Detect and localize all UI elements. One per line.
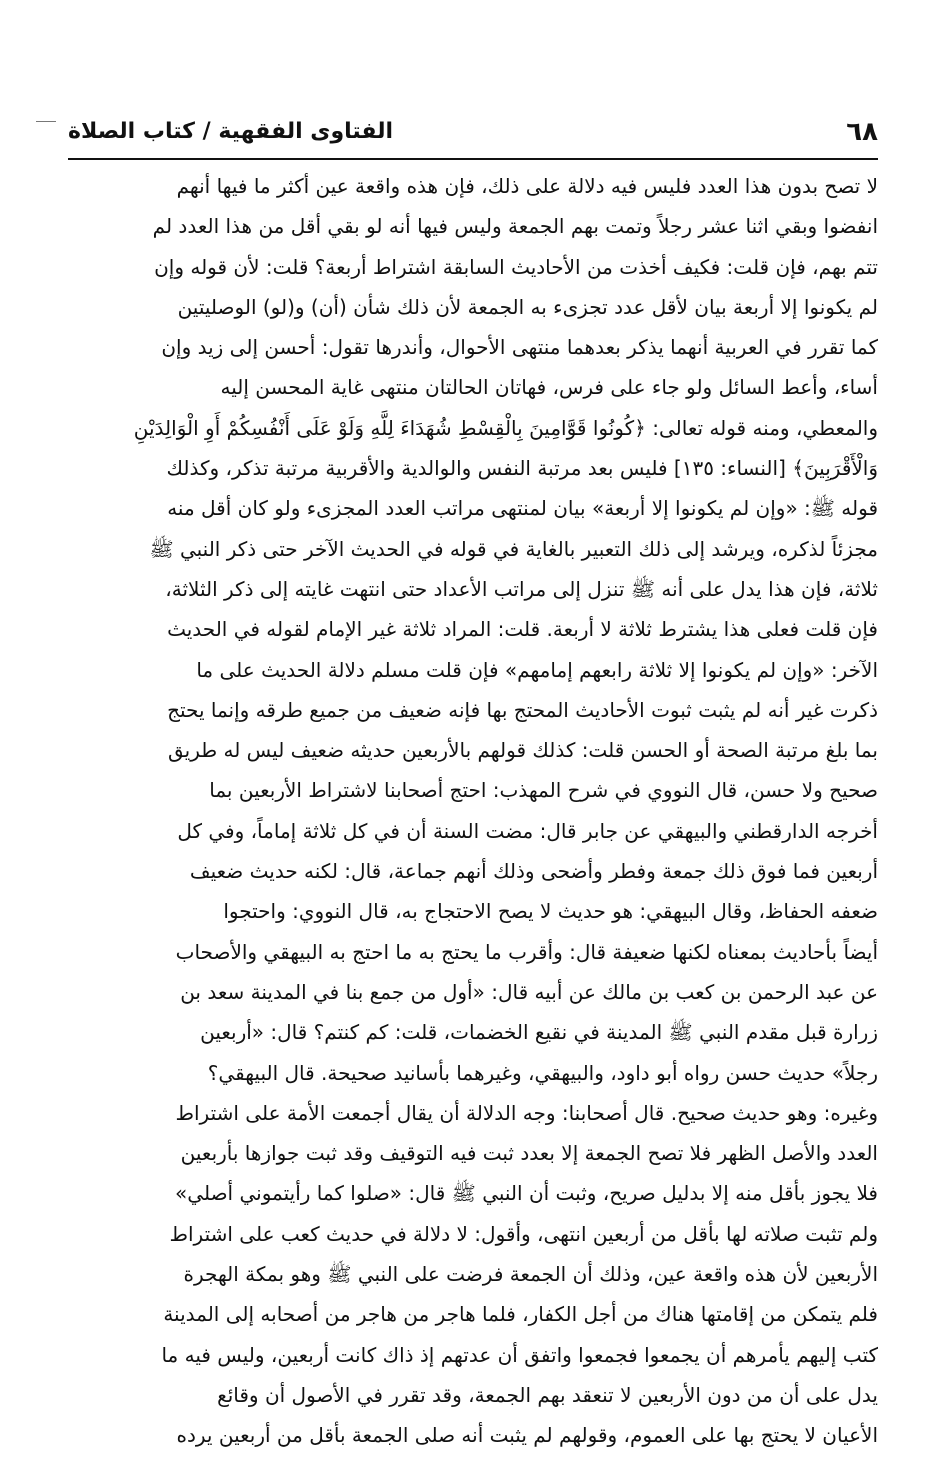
margin-mark [36, 121, 56, 122]
text-line: الأعيان لا يحتج بها على العموم، وقولهم لم يثبت أنه صلى الجمعة بأقل من أربعين يرده [176, 1423, 878, 1448]
text-line: أساء، وأعط السائل ولو جاء على فرس، فهاتان الحالتان منتهى غاية المحسن إليه [220, 375, 878, 400]
text-line: صحيح ولا حسن، قال النووي في شرح المهذب: احتج أصحابنا لاشتراط الأربعين بما [209, 778, 878, 803]
text-line: انفضوا وبقي اثنا عشر رجلاً وتمت بهم الجمعة وليس فيها أنه لو بقي أقل من هذا العدد لم [152, 214, 878, 239]
text-line: أربعين فما فوق ذلك جمعة وفطر وأضحى وذلك أنهم جماعة، قال: لكنه حديث ضعيف [189, 859, 878, 884]
text-line: ذكرت غير أنه لم يثبت ثبوت الأحاديث المحتج بها فإنه ضعيف من جميع طرقه وإنما يحتج [167, 697, 878, 722]
page-header [68, 112, 878, 152]
text-line: بما بلغ مرتبة الصحة أو الحسن قلت: كذلك قولهم بالأربعين حديثه ضعيف ليس له طريق [167, 738, 878, 763]
text-line: وغيره: وهو حديث صحيح. قال أصحابنا: وجه الدلالة أن يقال أجمعت الأمة على اشتراط [175, 1100, 878, 1125]
text-line: عن عبد الرحمن بن كعب بن مالك عن أبيه قال: «أول من جمع بنا في المدينة سعد بن [180, 979, 878, 1004]
text-line: أيضاً بأحاديث بمعناه لكنها ضعيفة قال: وأقرب ما يحتج به ما احتج به البيهقي والأصحاب [175, 939, 878, 964]
text-line: وَالْأَقْرَبِينَ﴾ [النساء: ١٣٥] فليس بعد مرتبة النفس والوالدية والأقربية مرتبة تذكر، وكذلك [166, 456, 878, 481]
page-number: ٦٨ [846, 117, 878, 147]
text-line: لم يكونوا إلا أربعة بيان لأقل عدد تجزىء به الجمعة لأن ذلك شأن (أن) و(لو) الوصليتين [177, 294, 878, 319]
running-title: الفتاوى الفقهية / كتاب الصلاة [68, 119, 394, 144]
text-line: فإن قلت فعلى هذا يشترط ثلاثة لا أربعة. قلت: المراد ثلاثة غير الإمام لقوله في الحديث [167, 617, 878, 642]
text-line: مجزئاً لذكره، ويرشد إلى ذلك التعبير بالغاية في قوله في الحديث الآخر حتى ذكر النبي ﷺ [149, 536, 878, 561]
text-line: فلم يتمكن من إقامتها هناك من أجل الكفار، فلما هاجر من هاجر من أصحابه إلى المدينة [163, 1302, 878, 1327]
text-line: ثلاثة، فإن هذا يدل على أنه ﷺ تنزل إلى مراتب الأعداد حتى انتهت غايته إلى ذكر الثلاثة، [165, 576, 878, 601]
text-line: والمعطي، ومنه قوله تعالى: ﴿كُونُوا قَوَّامِينَ بِالْقِسْطِ شُهَدَاءَ لِلَّهِ وَلَوْ عَلَى أَنْفُسِكُمْ أَوِ الْوَالِدَيْنِ [133, 415, 878, 440]
text-line: قوله ﷺ: «وإن لم يكونوا إلا أربعة» بيان لمنتهى مراتب العدد المجزىء ولو كان أقل منه [167, 496, 878, 521]
text-line: كتب إليهم يأمرهم أن يجمعوا فجمعوا واتفق أن عدتهم إذ ذاك كانت أربعين، وليس فيه ما [161, 1342, 878, 1367]
text-line: تتم بهم، فإن قلت: فكيف أخذت من الأحاديث السابقة اشتراط أربعة؟ قلت: لأن قوله وإن [154, 254, 878, 279]
text-line: رجلاً» حديث حسن رواه أبو داود، والبيهقي، وغيرهما بأسانيد صحيحة. قال البيهقي؟ [207, 1060, 878, 1085]
text-line: كما تقرر في العربية أنهما يذكر بعدهما منتهى الأحوال، وأندرها تقول: أحسن إلى زيد وإن [161, 335, 878, 360]
text-line: يدل على أن من دون الأربعين لا تنعقد بهم الجمعة، وقد تقرر في الأصول أن وقائع [217, 1382, 878, 1407]
header-rule [68, 158, 878, 160]
text-line: فلا يجوز بأقل منه إلا بدليل صريح، وثبت أن النبي ﷺ قال: «صلوا كما رأيتموني أصلي» [175, 1181, 878, 1206]
text-line: لا تصح بدون هذا العدد فليس فيه دلالة على ذلك، فإن هذه واقعة عين أكثر ما فيها أنهم [176, 174, 878, 198]
text-line: أخرجه الدارقطني والبيهقي عن جابر قال: مضت السنة أن في كل ثلاثة إماماً، وفي كل [177, 818, 878, 843]
text-line: ضعفه الحفاظ، وقال البيهقي: هو حديث لا يصح الاحتجاج به، قال النووي: واحتجوا [223, 899, 878, 924]
body-text [68, 166, 878, 1456]
text-line: ولم تثبت صلاته لها بأقل من أربعين انتهى، وأقول: لا دلالة في حديث كعب على اشتراط [169, 1221, 878, 1246]
text-line: الآخر: «وإن لم يكونوا إلا ثلاثة رابعهم إمامهم» فإن قلت مسلم دلالة الحديث على ما [196, 657, 878, 682]
text-line: العدد والأصل الظهر فلا تصح الجمعة إلا بعدد ثبت فيه التوقيف وقد ثبت جوازها بأربعين [180, 1141, 878, 1166]
text-line: زرارة قبل مقدم النبي ﷺ المدينة في نقيع الخضمات، قلت: كم كنتم؟ قال: «أربعين [200, 1020, 878, 1045]
text-line: الأربعين لأن هذه واقعة عين، وذلك أن الجمعة فرضت على النبي ﷺ وهو بمكة الهجرة [183, 1262, 878, 1287]
